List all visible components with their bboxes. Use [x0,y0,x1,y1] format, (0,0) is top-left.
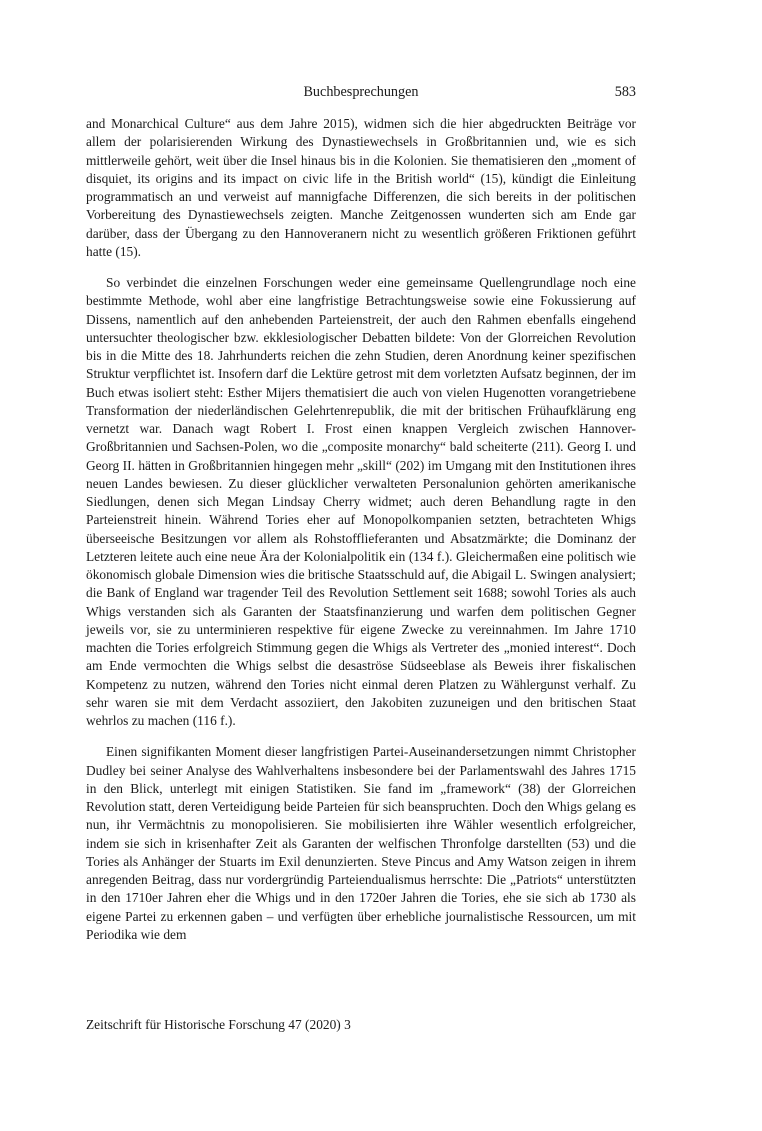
journal-footer: Zeitschrift für Historische Forschung 47 (2020) 3 [86,1017,351,1032]
paragraph: Einen signifikanten Moment dieser langfristigen Partei-Auseinandersetzungen nimmt Christopher Dudley bei seiner Analyse des Wahlverhaltens insbesondere bei der Parlamentswahl des Jahres 1715 in den Blick, unterlegt mit einigen Statistiken. Sie fand im „framework“ (38) der Glorreichen Revolution statt, deren Verteidigung beide Parteien für sich beanspruchten. Doch den Whigs gelang es nun, ihr Vermächtnis zu monopolisieren. Sie mobilisierten ihre Wähler wesentlich erfolgreicher, indem sie sich in krisenhafter Zeit als Garanten der welfischen Thronfolge darstellten (53) und die Tories als Anhänger der Stuarts im Exil denunzierten. Steve Pincus and Amy Watson zeigen in ihrem anregenden Beitrag, dass nur vordergründig Parteiendualismus herrschte: Die „Patriots“ unterstützten in den 1710er Jahren eher die Whigs und in den 1720er Jahren die Tories, ehe sie sich ab 1730 als eigene Partei zu erkennen gaben – und verfügten über erhebliche journalistische Ressourcen, um mit Periodika wie dem [86,744,636,942]
page-number: 583 [614,84,636,100]
paragraph: So verbindet die einzelnen Forschungen weder eine gemeinsame Quellengrundlage noch eine bestimmte Methode, wohl aber eine langfristige Betrachtungsweise sowie eine Fokussierung auf Dissens, namentlich auf den anhebenden Parteienstreit, der auch den Rahmen ebenfalls eingehend untersuchter theologischer bzw. ekklesiologischer Debatten bildete: Von der Glorreichen Revolution bis in die Mitte des 18. Jahrhunderts reichen die zehn Studien, deren Anordnung keiner spezifischen Struktur verpflichtet ist. Insofern darf die Lektüre getrost mit dem vorletzten Aufsatz beginnen, der im Buch etwas isoliert steht: Esther Mijers thematisiert die auch von vielen Hugenotten vorangetriebene Transformation der niederländischen Gelehrtenrepublik, die mit der britischen Frühaufklärung eng vernetzt war. Danach wagt Robert I. Frost einen knappen Vergleich zwischen Hannover-Großbritannien und Sachsen-Polen, wo die „composite monarchy“ bald scheiterte (211). Georg I. und Georg II. hätten in Großbritannien hingegen mehr „skill“ (202) im Umgang mit den Institutionen ihres neuen Landes bewiesen. Zu dieser glücklicher verwalteten Personalunion gehörten amerikanische Siedlungen, denen sich Megan Lindsay Cherry widmet; auch deren Behandlung ragte in den Parteienstreit hinein. Während Tories eher auf Monopolkompanien setzten, betrachteten Whigs überseeische Besitzungen vor allem als Rohstofflieferanten und Absatzmärkte; die Dominanz der Letzteren leitete auch eine neue Ära der Kolonialpolitik ein (134 f.). Gleichermaßen eine politisch wie ökonomisch globale Dimension wies die britische Staatsschuld auf, die Abigail L. Swingen analysiert; die Bank of England war tragender Teil des Revolution Settlement seit 1688; sowohl Tories als auch Whigs verstanden sich als Garanten der Staatsfinanzierung und warfen dem politischen Gegner jeweils vor, sie zu unterminieren respektive für eigene Zwecke zu vereinnahmen. Im Jahre 1710 machten die Tories erfolgreich Stimmung gegen die Whigs als Vertreter des „monied interest“. Doch am Ende vermochten die Whigs selbst die desaströse Südseeblase als Beweis ihrer fiskalischen Kompetenz zu nutzen, während den Tories nicht einmal deren Platzen zu Wählergunst verhalf. Zu sehr waren sie mit dem Verdacht assoziiert, den Jakobiten zuzuneigen und den britischen Staat wehrlos zu machen (116 f.). [86,275,636,728]
section-title: Buchbesprechungen [303,84,419,100]
body-text [86,115,636,944]
paragraph: and Monarchical Culture“ aus dem Jahre 2015), widmen sich die hier abgedruckten Beiträge vor allem der polarisierenden Wirkung des Dynastiewechsels in Großbritannien und, wie es sich mittlerweile gehört, weit über die Insel hinaus bis in die Kolonien. Sie thematisieren den „moment of disquiet, its origins and its impact on civic life in the British world“ (15), kündigt die Einleitung programmatisch an und verweist auf mannigfache Differenzen, die sich bereits in der politischen Vorbereitung des Dynastiewechsels zeigten. Manche Zeitgenossen wunderten sich am Ende gar darüber, dass der Übergang zu den Hannoveranern nicht zu wesentlich größeren Friktionen geführt hatte (15). [86,116,636,259]
running-header [86,84,636,104]
